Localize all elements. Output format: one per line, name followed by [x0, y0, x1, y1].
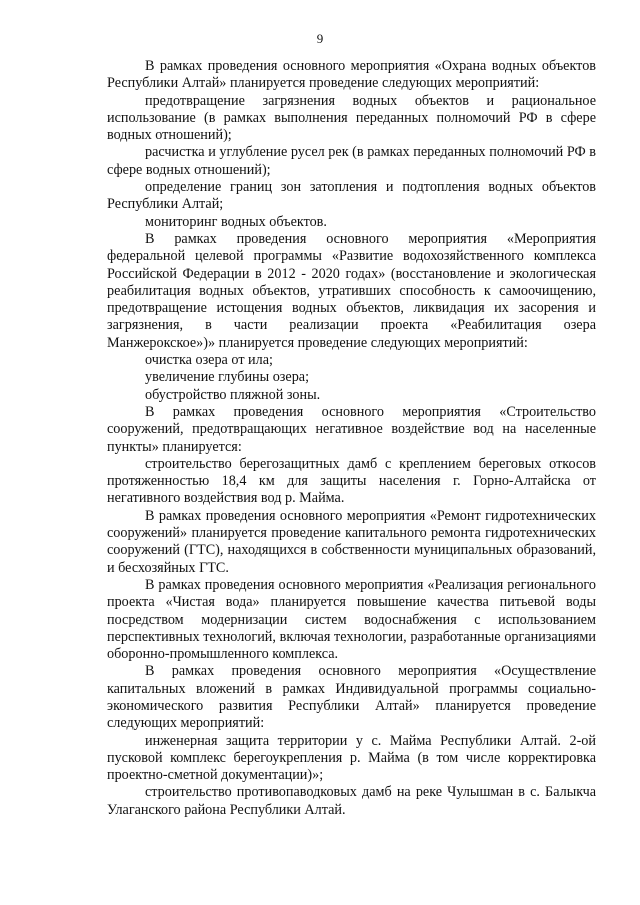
paragraph: увеличение глубины озера; [145, 369, 310, 386]
paragraph: обустройство пляжной зоны. [145, 386, 321, 403]
paragraph: строительство противопаводковых дамб на реке Чулышман в с. Балыкча Улаганского района Республики Алтай. [107, 784, 596, 818]
paragraph: В рамках проведения основного мероприятия «Осуществление капитальных вложений в рамках Индивидуальной программы социально-экономического развития Республики Алтай» планируется проведение следующих мероприятий: [107, 663, 596, 732]
paragraph: В рамках проведения основного мероприятия «Реализация регионального проекта «Чистая вода» планируется повышение качества питьевой воды посредством модернизации систем водоснабжения с использованием перспективных технологий, включая технологии, разработанные организациями оборонно-промышленного комплекса. [107, 576, 596, 663]
paragraph: В рамках проведения основного мероприятия «Охрана водных объектов Республики Алтай» планируется проведение следующих мероприятий: [107, 58, 596, 92]
page-number: 9 [316, 31, 324, 46]
document-body [107, 58, 596, 819]
paragraph: мониторинг водных объектов. [145, 213, 327, 230]
paragraph: определение границ зон затопления и подтопления водных объектов Республики Алтай; [107, 179, 596, 213]
paragraph: строительство берегозащитных дамб с креплением береговых откосов протяженностью 18,4 км для защиты населения г. Горно-Алтайска от негативного воздействия вод р. Майма. [107, 455, 596, 507]
paragraph: В рамках проведения основного мероприятия «Ремонт гидротехнических сооружений» планируется проведение капитального ремонта гидротехнических сооружений (ГТС), находящихся в собственности муниципальных образований, и бесхозяйных ГТС. [107, 507, 596, 576]
paragraph: очистка озера от ила; [145, 352, 273, 369]
paragraph: расчистка и углубление русел рек (в рамках переданных полномочий РФ в сфере водных отношений); [107, 144, 596, 178]
paragraph: В рамках проведения основного мероприятия «Строительство сооружений, предотвращающих негативное воздействие вод на населенные пункты» планируется: [107, 403, 596, 455]
paragraph: предотвращение загрязнения водных объектов и рациональное использование (в рамках выполнения переданных полномочий РФ в сфере водных отношений); [107, 92, 596, 144]
paragraph: инженерная защита территории у с. Майма Республики Алтай. 2-ой пусковой комплекс берегоукрепления р. Майма (в том числе корректировка проектно-сметной документации)»; [107, 732, 596, 784]
paragraph: В рамках проведения основного мероприятия «Мероприятия федеральной целевой программы «Развитие водохозяйственного комплекса Российской Федерации в 2012 - 2020 годах» (восстановление и экологическая реабилитация водных объектов, утративших способность к самоочищению, предотвращение истощения водных объектов, ликвидация их засорения и загрязнения, в части реализации проекта «Реабилитация озера Манжерокское»)» планируется проведение следующих мероприятий: [107, 230, 596, 351]
